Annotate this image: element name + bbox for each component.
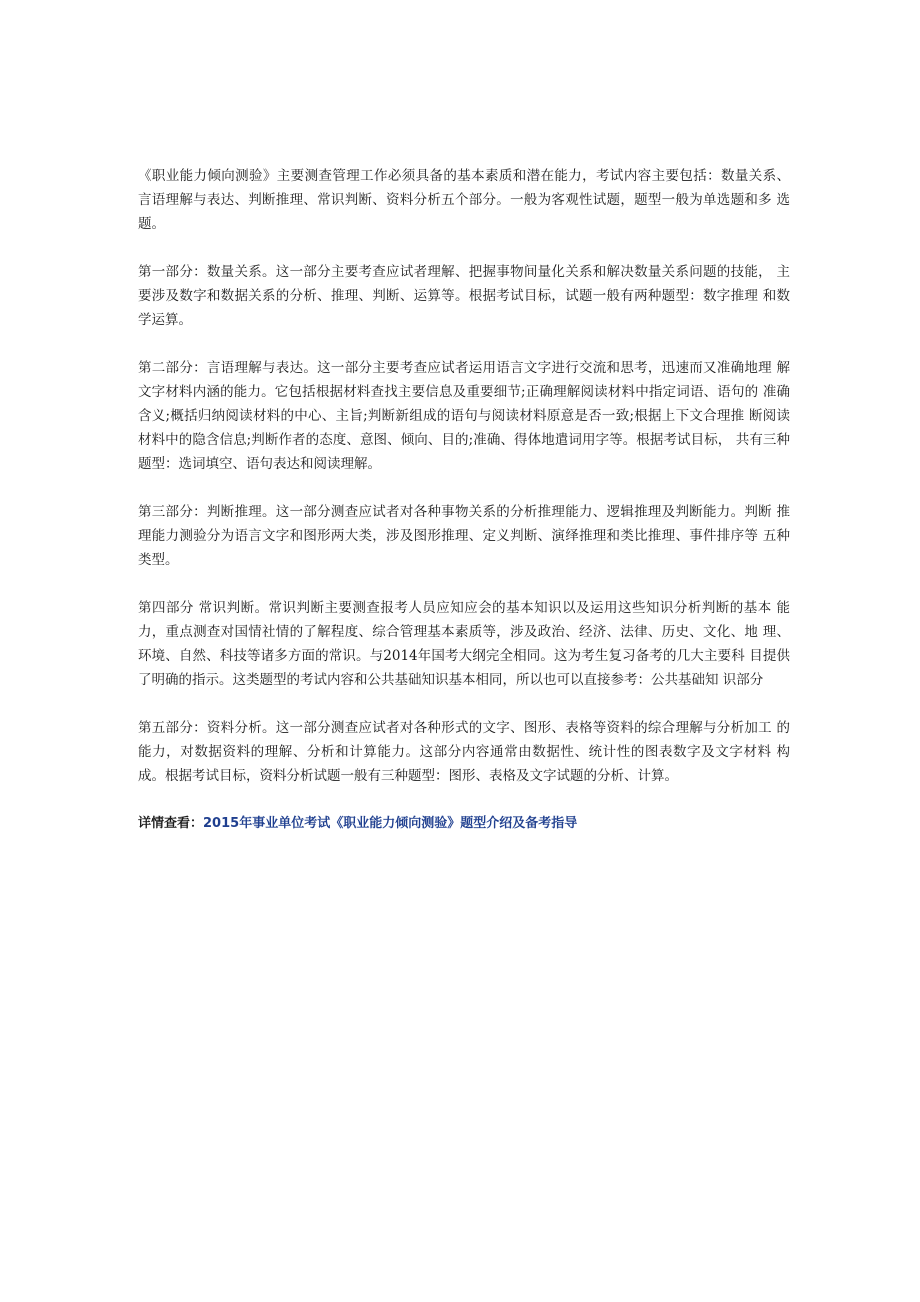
paragraph-part-two: 第二部分：言语理解与表达。这一部分主要考查应试者运用语言文字进行交流和思考，迅速而又准确地理 解文字材料内涵的能力。它包括根据材料查找主要信息及重要细节;正确理解阅读材料中指定词语、语句的 准确含义;概括归纳阅读材料的中心、主旨;判断新组成的语句与阅读材料原意是否一致;根据上下文合理推 断阅读材料中的隐含信息;判断作者的态度、意图、倾向、目的;准确、得体地遣词用字等。根据考试目标， 共有三种题型：选词填空、语句表达和阅读理解。 <box>138 360 790 472</box>
paragraph-part-five: 第五部分：资料分析。这一部分测查应试者对各种形式的文字、图形、表格等资料的综合理解与分析加工 的能力，对数据资料的理解、分析和计算能力。这部分内容通常由数据性、统计性的图表数字及文字材料 构成。根据考试目标，资料分析试题一般有三种题型：图形、表格及文字试题的分析、计算。 <box>138 720 790 784</box>
document-body <box>138 164 790 836</box>
detail-line <box>138 812 790 836</box>
paragraph-intro: 《职业能力倾向测验》主要测查管理工作必须具备的基本素质和潜在能力，考试内容主要包括：数量关系、 言语理解与表达、判断推理、常识判断、资料分析五个部分。一般为客观性试题，题型一般为单选题和多 选题。 <box>138 168 790 232</box>
detail-link[interactable]: 2015年事业单位考试《职业能力倾向测验》题型介绍及备考指导 <box>203 816 578 831</box>
paragraph-part-four: 第四部分 常识判断。常识判断主要测查报考人员应知应会的基本知识以及运用这些知识分析判断的基本 能力，重点测查对国情社情的了解程度、综合管理基本素质等，涉及政治、经济、法律、历史、文化、地 理、环境、自然、科技等诸多方面的常识。与2014年国考大纲完全相同。这为考生复习备考的几大主要科 目提供了明确的指示。这类题型的考试内容和公共基础知识基本相同，所以也可以直接参考：公共基础知 识部分 <box>138 600 790 688</box>
paragraph-part-one: 第一部分：数量关系。这一部分主要考查应试者理解、把握事物间量化关系和解决数量关系问题的技能， 主要涉及数字和数据关系的分析、推理、判断、运算等。根据考试目标，试题一般有两种题型：数字推理 和数学运算。 <box>138 264 790 328</box>
detail-prefix: 详情查看： <box>138 816 204 831</box>
paragraph-part-three: 第三部分：判断推理。这一部分测查应试者对各种事物关系的分析推理能力、逻辑推理及判断能力。判断 推理能力测验分为语言文字和图形两大类，涉及图形推理、定义判断、演绎推理和类比推理、事件排序等 五种类型。 <box>138 504 790 568</box>
